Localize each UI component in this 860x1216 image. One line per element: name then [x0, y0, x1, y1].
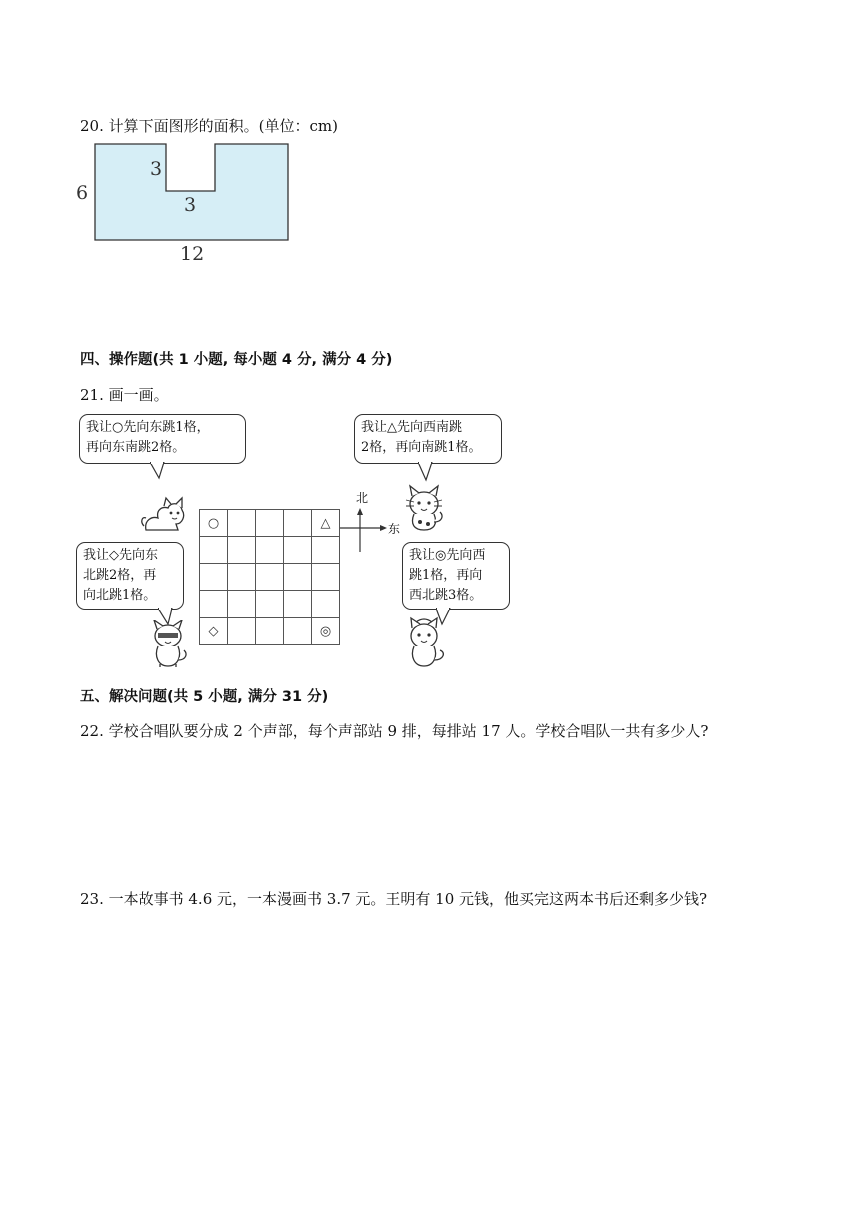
grid-cell[interactable] — [200, 564, 228, 591]
figure-notch-depth-label: 3 — [150, 158, 163, 180]
figure-notch-width-label: 3 — [184, 194, 197, 216]
bubble-line: 向北跳1格。 — [83, 588, 157, 603]
notched-rectangle-figure — [94, 143, 290, 243]
question-21-text: 21. 画一画。 — [80, 386, 169, 404]
grid-cell[interactable] — [256, 564, 284, 591]
question-22-text: 22. 学校合唱队要分成 2 个声部，每个声部站 9 排，每排站 17 人。学校合唱队一共有多少人? — [80, 722, 709, 740]
grid-cell[interactable] — [228, 564, 256, 591]
grid-cell[interactable] — [228, 618, 256, 645]
bubble-line: 我让△先向西南跳 — [361, 420, 462, 435]
bubble-line: 我让◇先向东 — [83, 548, 158, 563]
grid-cell[interactable] — [256, 510, 284, 537]
speech-bubble-tail — [418, 462, 434, 482]
grid-cell-double-circle[interactable]: ◎ — [312, 618, 340, 645]
grid-cell[interactable] — [228, 591, 256, 618]
cartoon-cat-icon — [402, 616, 448, 668]
compass-arrows-icon — [338, 508, 390, 554]
speech-bubble-tail — [150, 462, 166, 480]
question-23-text: 23. 一本故事书 4.6 元，一本漫画书 3.7 元。王明有 10 元钱，他买完这两本书后还剩多少钱? — [80, 890, 708, 908]
cartoon-cat-icon — [400, 484, 448, 532]
bubble-line: 我让○先向东跳1格， — [86, 420, 210, 435]
grid-cell-triangle[interactable]: △ — [312, 510, 340, 537]
grid-row — [200, 618, 340, 645]
grid-cell[interactable] — [200, 537, 228, 564]
speech-bubble-double-circle-instruction — [402, 542, 510, 610]
grid-cell[interactable] — [256, 618, 284, 645]
section-4-title: 四、操作题(共 1 小题, 每小题 4 分, 满分 4 分) — [80, 352, 393, 368]
grid-cell[interactable] — [228, 537, 256, 564]
bubble-line: 2格，再向南跳1格。 — [361, 440, 482, 455]
compass-east-label: 东 — [388, 522, 401, 536]
bubble-line: 我让◎先向西 — [409, 548, 486, 563]
bubble-line: 跳1格，再向 — [409, 568, 483, 583]
grid-cell[interactable] — [284, 510, 312, 537]
grid-cell[interactable] — [312, 537, 340, 564]
grid-cell[interactable] — [284, 591, 312, 618]
grid-row — [200, 510, 340, 537]
grid-cell[interactable] — [312, 591, 340, 618]
grid-row — [200, 537, 340, 564]
compass-north-label: 北 — [356, 491, 369, 505]
grid-cell[interactable] — [200, 591, 228, 618]
speech-bubble-diamond-instruction — [76, 542, 184, 610]
grid-cell[interactable] — [284, 564, 312, 591]
section-5-title: 五、解决问题(共 5 小题, 满分 31 分) — [80, 689, 329, 705]
speech-bubble-triangle-instruction — [354, 414, 502, 464]
grid-row — [200, 591, 340, 618]
bubble-line: 西北跳3格。 — [409, 588, 483, 603]
grid-row — [200, 564, 340, 591]
cartoon-cat-icon — [146, 620, 190, 668]
cartoon-cat-icon — [140, 486, 188, 534]
speech-bubble-circle-instruction — [79, 414, 246, 464]
grid-cell[interactable] — [256, 591, 284, 618]
grid-cell-circle[interactable]: ○ — [200, 510, 228, 537]
grid-cell-diamond[interactable]: ◇ — [200, 618, 228, 645]
grid-cell[interactable] — [284, 618, 312, 645]
figure-height-label: 6 — [76, 182, 89, 204]
grid-cell[interactable] — [256, 537, 284, 564]
bubble-line: 北跳2格，再 — [83, 568, 157, 583]
movement-grid — [199, 509, 340, 645]
question-20-text: 20. 计算下面图形的面积。(单位：cm) — [80, 117, 338, 135]
grid-cell[interactable] — [312, 564, 340, 591]
figure-width-label: 12 — [180, 243, 205, 265]
bubble-line: 再向东南跳2格。 — [86, 440, 186, 455]
grid-cell[interactable] — [284, 537, 312, 564]
grid-cell[interactable] — [228, 510, 256, 537]
